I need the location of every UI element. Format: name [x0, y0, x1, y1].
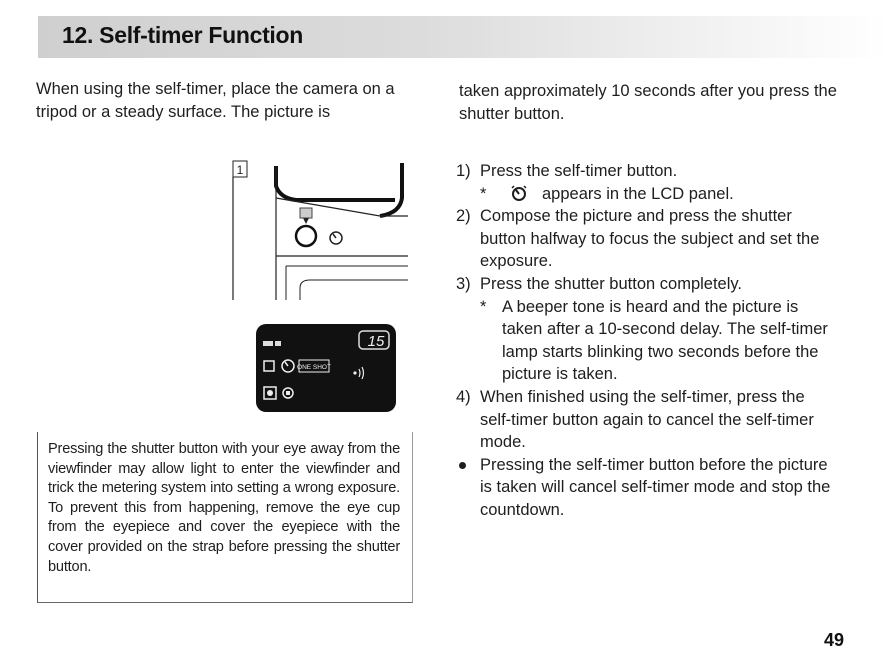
- step-3-note: [456, 296, 834, 386]
- step-text: When finished using the self-timer, press the self-timer button again to cancel the self-timer mode.: [480, 387, 814, 452]
- step-3: [456, 273, 834, 296]
- step-note-text: appears in the LCD panel.: [542, 184, 734, 203]
- step-text: Compose the picture and press the shutter button halfway to focus the subject and set the exposure.: [480, 207, 820, 271]
- self-timer-icon: [510, 185, 528, 201]
- steps-list: [456, 160, 834, 522]
- step-number: 1): [456, 162, 471, 180]
- step-text: Press the shutter button completely.: [480, 274, 742, 293]
- lcd-frame-counter: 15: [367, 333, 385, 350]
- lcd-mode-label: ONE SHOT: [297, 364, 331, 371]
- step-note-text: A beeper tone is heard and the picture is taken after a 10-second delay. The self-timer lamp starts blinking two seconds before the picture is taken.: [502, 297, 828, 384]
- lcd-panel-illustration: [255, 323, 397, 413]
- step-number: 3): [456, 274, 471, 293]
- bullet-note: [456, 454, 834, 522]
- bullet-dot-icon: [459, 462, 466, 469]
- intro-paragraph-right: taken approximately 10 seconds after you press the shutter button.: [459, 82, 837, 123]
- camera-self-timer-illustration: [230, 158, 410, 303]
- step-1-note: [456, 183, 834, 206]
- eyepiece-note: Pressing the shutter button with your eye away from the viewfinder may allow light to enter the viewfinder and trick the metering system into setting a wrong exposure. To prevent this from happening, remove the eye cup from the eyepiece and cover the eyepiece with the cover provided on the strap before pressing the shutter button.: [48, 441, 400, 575]
- intro-paragraph-left: When using the self-timer, place the camera on a tripod or a steady surface. The picture is: [36, 80, 395, 121]
- page-number: 49: [824, 630, 845, 650]
- note-asterisk: *: [480, 297, 487, 316]
- section-title: 12. Self-timer Function: [62, 22, 304, 48]
- step-4: [456, 386, 834, 454]
- note-asterisk: *: [480, 184, 487, 203]
- step-text: Press the self-timer button.: [480, 162, 678, 180]
- step-number: 2): [456, 207, 471, 226]
- self-timer-icon: [330, 232, 342, 244]
- bullet-text: Pressing the self-timer button before the picture is taken will cancel self-timer mode and stop the countdown.: [480, 455, 831, 519]
- step-1: [456, 160, 834, 183]
- figure-number: 1: [236, 163, 244, 177]
- step-number: 4): [456, 387, 471, 406]
- step-2: [456, 205, 834, 273]
